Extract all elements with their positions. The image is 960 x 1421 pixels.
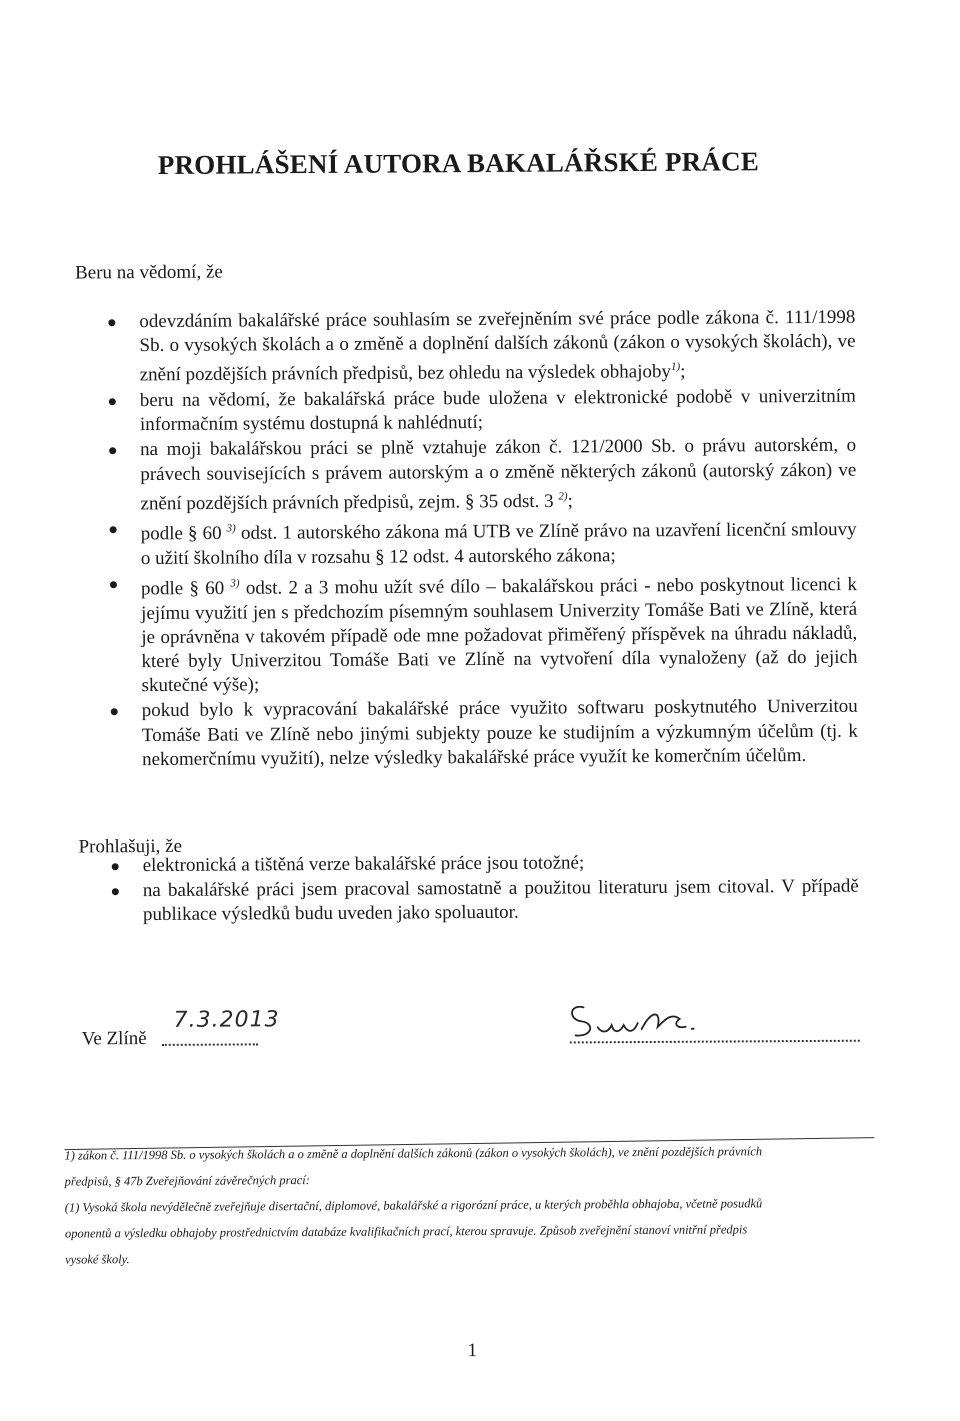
list-item: odevzdáním bakalářské práce souhlasím se zveřejněním své práce podle zákona č. 111/1998 Sb. o vysokých školách a o změně a doplnění dalších zákonů (zákon o vysokých školách), ve znění pozdějších právních předpisů, bez ohledu na výsledek obhajoby$^{1)}$; [75, 306, 855, 389]
handwritten-date: 7.3.2013 [173, 1007, 280, 1033]
footnote-line: (1) Vysoká škola nevýdělečně zveřejňuje disertační, diplomové, bakalářské a rigorózní práce, u kterých proběhla obhajoba, včetně posudků [64, 1196, 763, 1215]
list-item: na moji bakalářskou práci se plně vztahuje zákon č. 121/2000 Sb. o právu autorském, o právech souvisejících s právem autorským a o změně některých zákonů (autorský zákon) ve znění pozdějších právních předpisů, zejm. § 35 odst. 3 $^{2)}$; [76, 434, 856, 517]
page-number: 1 [467, 1340, 478, 1362]
footnote-line: 1) zákon č. 111/1998 Sb. o vysokých školách a o změně a doplnění dalších zákonů (zákon o vysokých školách), ve znění pozdějších právních [64, 1144, 763, 1163]
list-item: podle § 60 $^{3)}$ odst. 2 a 3 mohu užít své dílo – bakalářskou práci - nebo poskytnout licenci k jejímu využití jen s předchozím písemným souhlasem Univerzity Tomáše Bati ve Zlíně, která je oprávněna v takovém případě ode mne požadovat přiměřený příspěvek na úhradu nákladů, které byly Univerzitou Tomáše Bati ve Zlíně na vytvoření díla vynaloženy (až do jejich skutečné výše); [77, 568, 858, 699]
page-title: PROHLÁŠENÍ AUTORA BAKALÁŘSKÉ PRÁCE [157, 146, 760, 180]
footnotes [64, 1138, 875, 1273]
acknowledgement-list [75, 306, 858, 774]
list-item: pokud bylo k vypracování bakalářské práce využito softwaru poskytnutého Univerzitou Tomáše Bati ve Zlíně nebo jinými subjekty pouze ke studijním a výzkumným účelům (tj. k nekomerčnímu využití), nelze výsledky bakalářské práce využít ke komerčním účelům. [78, 695, 858, 772]
list-item: na bakalářské práci jsem pracoval samostatně a použitou literaturu jsem citoval. V případě publikace výsledků budu uveden jako spoluautor. [79, 875, 859, 928]
footnote-line: předpisů, § 47b Zveřejňování závěrečných prací: [64, 1173, 310, 1189]
footnote-line: oponentů a výsledku obhajoby prostřednictvím databáze kvalifikačních prací, kterou spravuje. Způsob zveřejnění stanoví vnitřní předpis [64, 1222, 748, 1241]
list-item: elektronická a tištěná verze bakalářské práce jsou totožné; [79, 850, 859, 879]
place-label: Ve Zlíně [81, 1028, 147, 1050]
list-item: podle § 60 $^{3)}$ odst. 1 autorského zákona má UTB ve Zlíně právo na uzavření licenční smlouvy o užití školního díla v rozsahu § 12 odst. 4 autorského zákona; [77, 513, 857, 571]
declaration-list [79, 850, 859, 929]
date-dotted-line [162, 1043, 258, 1046]
signature-row [81, 1007, 872, 1081]
list-item: beru na vědomí, že bakalářská práce bude uložena v elektronické podobě v univerzitním informačním systému dostupná k nahlédnutí; [76, 385, 856, 438]
declaration-heading: Prohlašuji, že [78, 835, 183, 858]
intro-text: Beru na vědomí, že [74, 261, 223, 284]
footnote-line: vysoké školy. [65, 1252, 130, 1267]
